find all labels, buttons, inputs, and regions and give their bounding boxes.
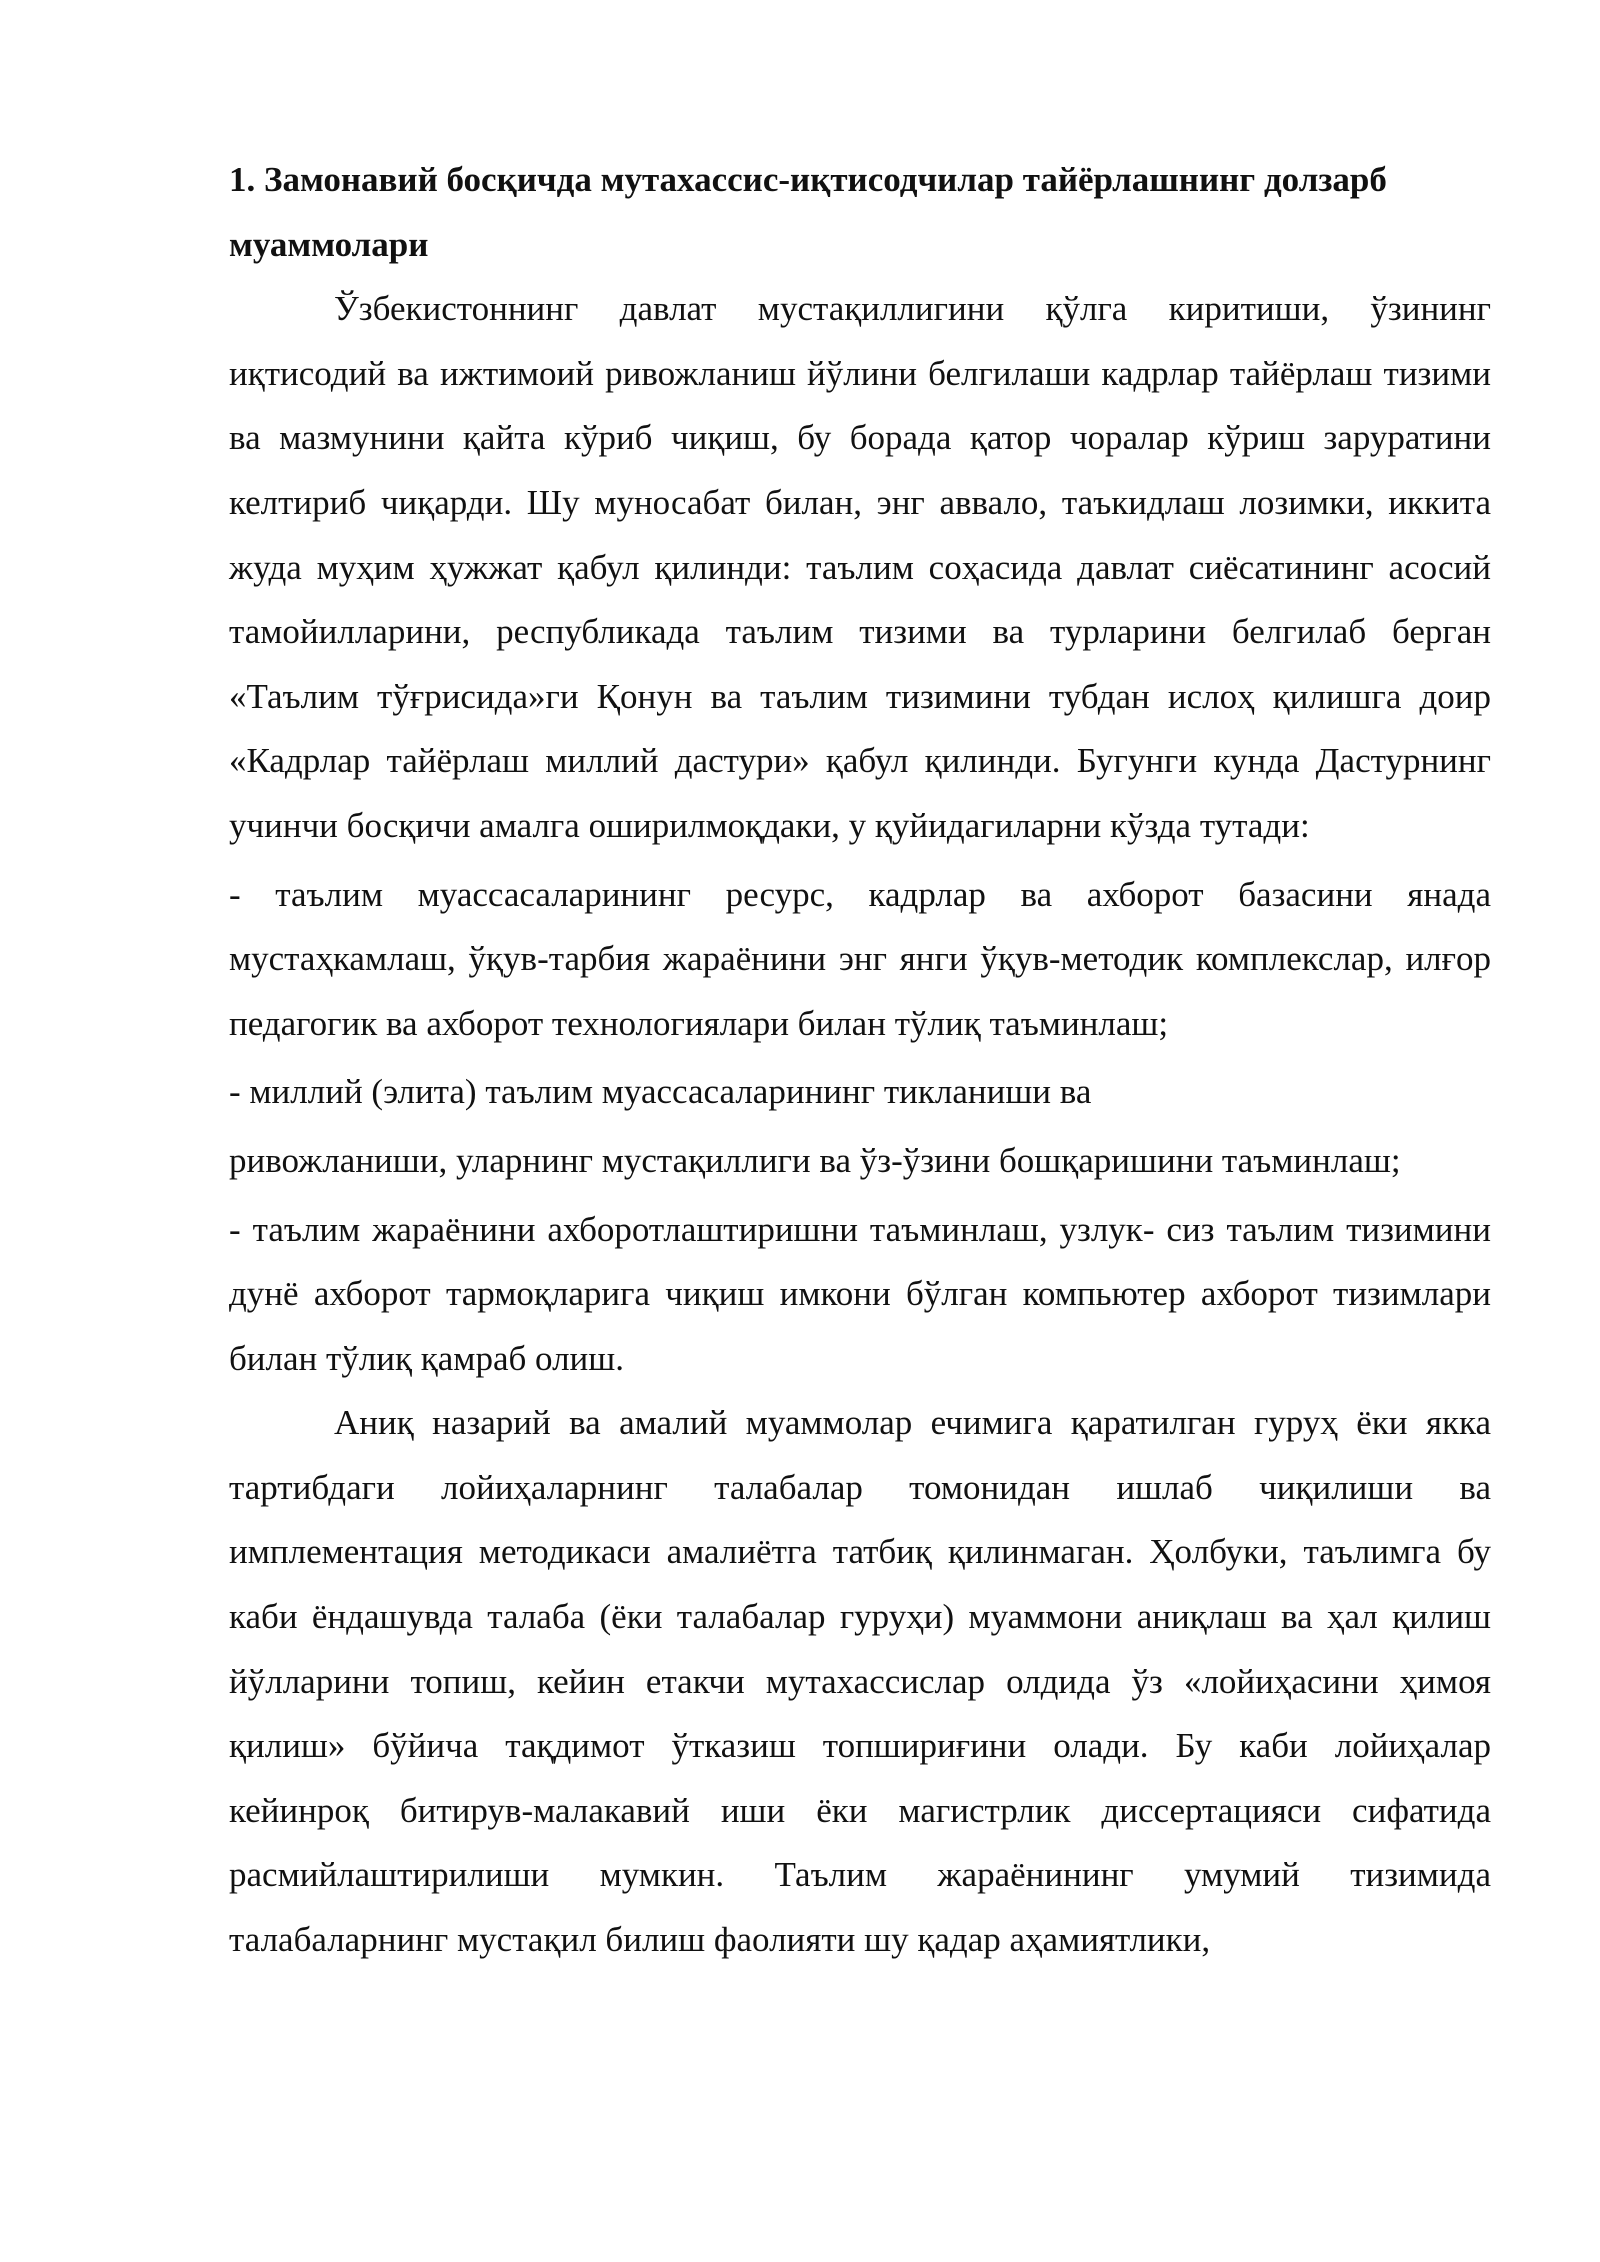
document-page <box>229 148 1491 1973</box>
bullet-item-informatization: - таълим жараёнини ахборотлаштиришни таъминлаш, узлук- сиз таълим тизимини дунё ахборот тармоқларига чиқиш имкони бўлган компьютер ахборот тизимлари билан тўлиқ қамраб олиш. <box>229 1209 1491 1378</box>
intro-paragraph: Ўзбекистоннинг давлат мустақиллигини қўлга киритиши, ўзининг иқтисодий ва ижтимоий ривожланиш йўлини белгилаши кадрлар тайёрлаш тизими ва мазмунини қайта кўриб чиқиш, бу борада қатор чоралар кўриш заруратини келтириб чиқарди. Шу муносабат билан, энг аввало, таъкидлаш лозимки, иккита жуда муҳим ҳужжат қабул қилинди: таълим соҳасида давлат сиёсатининг асосий тамойилларини, республикада таълим тизими ва турларини белгилаб берган «Таълим тўғрисида»ги Қонун ва таълим тизимини тубдан ислоҳ қилишга доир «Кадрлар тайёрлаш миллий дастури» қабул қилинди. Бугунги кунда Дастурнинг учинчи босқичи амалга оширилмоқдаки, у қуйидагиларни кўзда тутади: <box>229 289 1491 845</box>
bullet-item-elite-start: - миллий (элита) таълим муассасаларининг тикланиши ва <box>229 1072 1092 1112</box>
bullet-item-elite-continuation: ривожланиши, уларнинг мустақиллиги ва ўз-ўзини бошқаришини таъминлаш; <box>229 1140 1401 1180</box>
projects-paragraph: Аниқ назарий ва амалий муаммолар ечимига қаратилган гуруҳ ёки якка тартибдаги лойиҳаларнинг талабалар томонидан ишлаб чиқилиши ва имплементация методикаси амалиётга татбиқ қилинмаган. Ҳолбуки, таълимга бу каби ёндашувда талаба (ёки талабалар гуруҳи) муаммони аниқлаш ва ҳал қилиш йўлларини топиш, кейин етакчи мутахассислар олдида ўз «лойиҳасини ҳимоя қилиш» бўйича тақдимот ўтказиш топшириғини олади. Бу каби лойиҳалар кейинроқ битирув-малакавий иши ёки магистрлик диссертацияси сифатида расмийлаштирилиши мумкин. Таълим жараёнининг умумий тизимида талабаларнинг мустақил билиш фаолияти шу қадар аҳамиятлики, <box>229 1403 1491 1960</box>
section-heading: 1. Замонавий босқичда мутахассис-иқтисодчилар тайёрлашнинг долзарб муаммолари <box>229 160 1387 264</box>
bullet-item-resources: - таълим муассасаларининг ресурс, кадрлар ва ахборот базасини янада мустаҳкамлаш, ўқув-тарбия жараёнини энг янги ўқув-методик комплекслар, илғор педагогик ва ахборот технологиялари билан тўлиқ таъминлаш; <box>229 874 1491 1043</box>
